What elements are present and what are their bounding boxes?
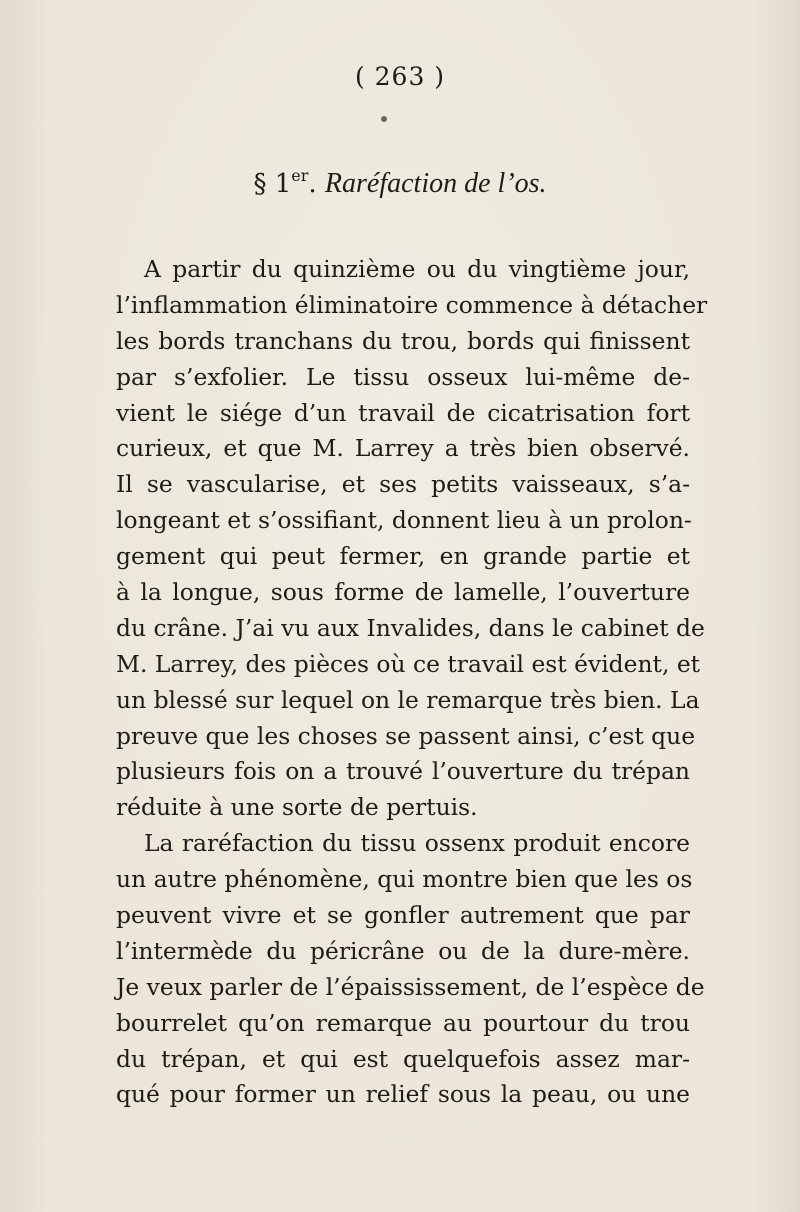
text-line: peuvent vivre et se gonfler autrement que par bbox=[116, 901, 690, 930]
text-line: un autre phénomène, qui montre bien que les os bbox=[116, 865, 693, 894]
text-line: l’inflammation éliminatoire commence à détacher bbox=[116, 290, 708, 319]
text-line: du crâne. J’ai vu aux Invalides, dans le cabinet de bbox=[116, 613, 705, 642]
ink-speck bbox=[381, 116, 387, 122]
section-separator: . bbox=[308, 169, 317, 199]
text-line: plusieurs fois on a trouvé l’ouverture du trépan bbox=[116, 757, 690, 786]
text-line: par s’exfolier. Le tissu osseux lui-même de- bbox=[116, 362, 690, 391]
text-line: La raréfaction du tissu ossenx produit encore bbox=[144, 829, 690, 858]
text-line: bourrelet qu’on remarque au pourtour du trou bbox=[116, 1008, 690, 1037]
text-line: à la longue, sous forme de lamelle, l’ouverture bbox=[116, 578, 690, 607]
section-ordinal-superscript: er bbox=[291, 166, 309, 185]
text-line: Il se vascularise, et ses petits vaisseaux, s’a- bbox=[116, 470, 690, 499]
section-title: Raréfaction de l’os. bbox=[324, 168, 547, 199]
paragraph bbox=[116, 252, 708, 826]
text-line: qué pour former un relief sous la peau, ou une bbox=[116, 1080, 690, 1109]
text-line: réduite à une sorte de pertuis. bbox=[116, 793, 478, 822]
text-line: l’intermède du péricrâne ou de la dure-mère. bbox=[116, 936, 690, 965]
text-line: longeant et s’ossifiant, donnent lieu à un prolon- bbox=[116, 506, 692, 535]
text-line: M. Larrey, des pièces où ce travail est évident, et bbox=[116, 649, 701, 678]
text-line: gement qui peut fermer, en grande partie et bbox=[116, 542, 690, 571]
text-line: Je veux parler de l’épaississement, de l’espèce de bbox=[116, 972, 705, 1001]
text-line: vient le siége d’un travail de cicatrisation fort bbox=[116, 398, 690, 427]
page-number: ( 263 ) bbox=[354, 62, 446, 91]
body-text bbox=[116, 252, 708, 1113]
text-line: du trépan, et qui est quelquefois assez mar- bbox=[116, 1044, 690, 1073]
text-line: curieux, et que M. Larrey a très bien observé. bbox=[116, 434, 690, 463]
text-line: A partir du quinzième ou du vingtième jour, bbox=[144, 255, 690, 283]
section-heading bbox=[0, 166, 800, 200]
paragraph bbox=[116, 826, 705, 1113]
text-line: preuve que les choses se passent ainsi, c’est que bbox=[116, 721, 696, 750]
section-mark: § 1 bbox=[253, 169, 292, 199]
text-line: un blessé sur lequel on le remarque très bien. La bbox=[116, 685, 700, 714]
text-line: les bords tranchans du trou, bords qui finissent bbox=[116, 326, 690, 355]
